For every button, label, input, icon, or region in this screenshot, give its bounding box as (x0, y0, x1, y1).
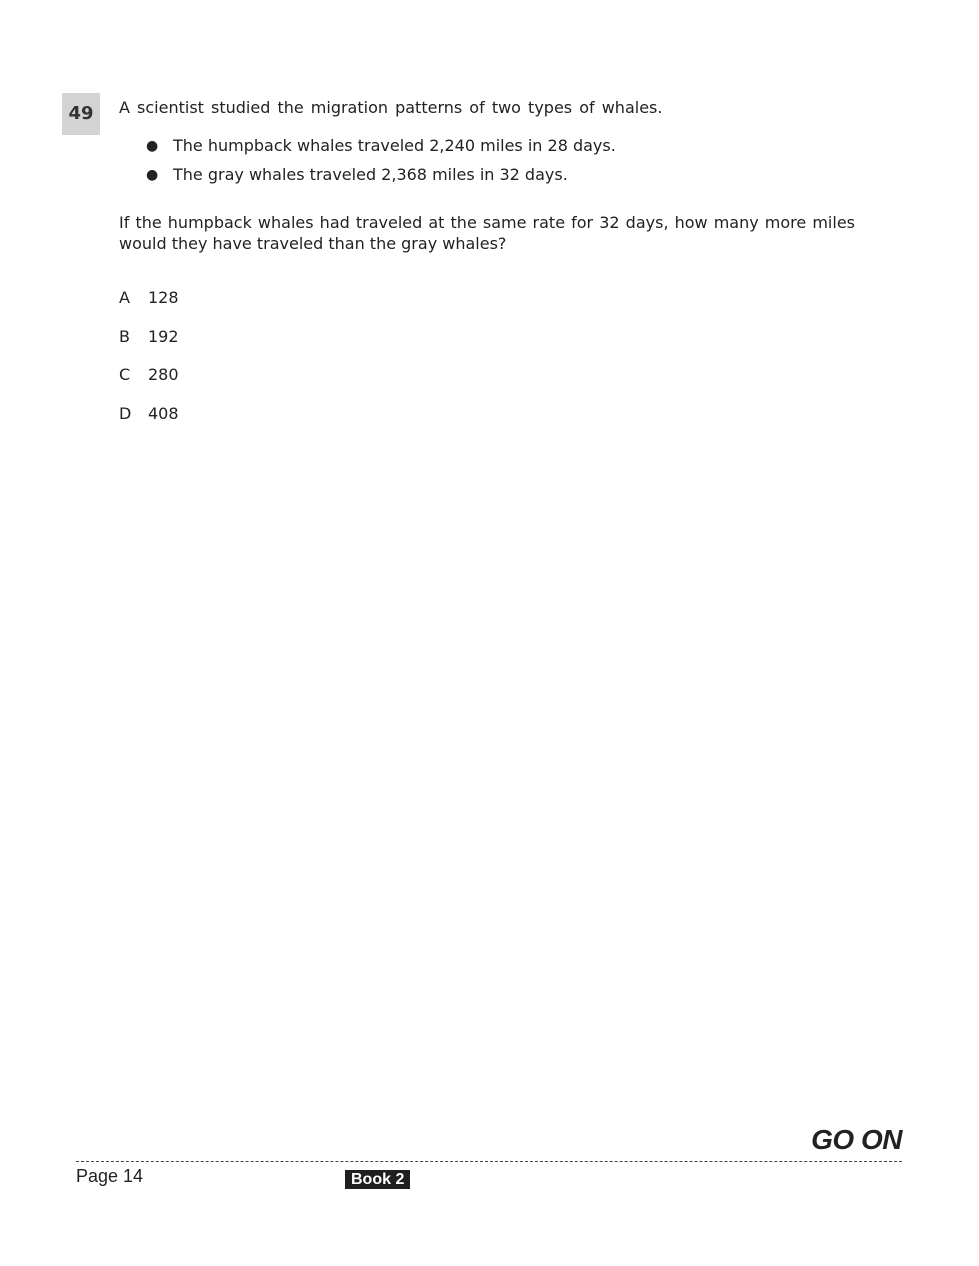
answer-option-a[interactable] (119, 286, 179, 325)
go-on-label: GO ON (811, 1124, 902, 1155)
fact-list (146, 134, 616, 192)
bullet-icon: ● (146, 167, 159, 183)
option-letter: A (119, 288, 130, 307)
fact-text: The gray whales traveled 2,368 miles in 32 days. (173, 165, 568, 184)
option-value: 280 (148, 365, 179, 384)
list-item (146, 163, 616, 192)
book-label: Book 2 (345, 1170, 410, 1189)
fact-text: The humpback whales traveled 2,240 miles in 28 days. (173, 136, 616, 155)
page-number: Page 14 (76, 1166, 144, 1186)
option-letter: C (119, 365, 131, 384)
answer-option-c[interactable] (119, 363, 179, 402)
footer-divider (76, 1161, 902, 1162)
answer-options (119, 286, 179, 440)
answer-option-b[interactable] (119, 325, 179, 364)
question-prompt: If the humpback whales had traveled at the same rate for 32 days, how many more miles would they have traveled than the gray whales? (119, 213, 855, 253)
option-letter: B (119, 326, 130, 346)
answer-option-d[interactable] (119, 402, 179, 441)
list-item (146, 134, 616, 163)
option-letter: D (119, 403, 132, 423)
bullet-icon: ● (146, 138, 159, 154)
option-value: 192 (148, 326, 179, 346)
option-value: 408 (148, 403, 179, 423)
option-value: 128 (148, 288, 179, 307)
question-number: 49 (62, 93, 100, 135)
question-stem: A scientist studied the migration patterns of two types of whales. (119, 98, 663, 117)
